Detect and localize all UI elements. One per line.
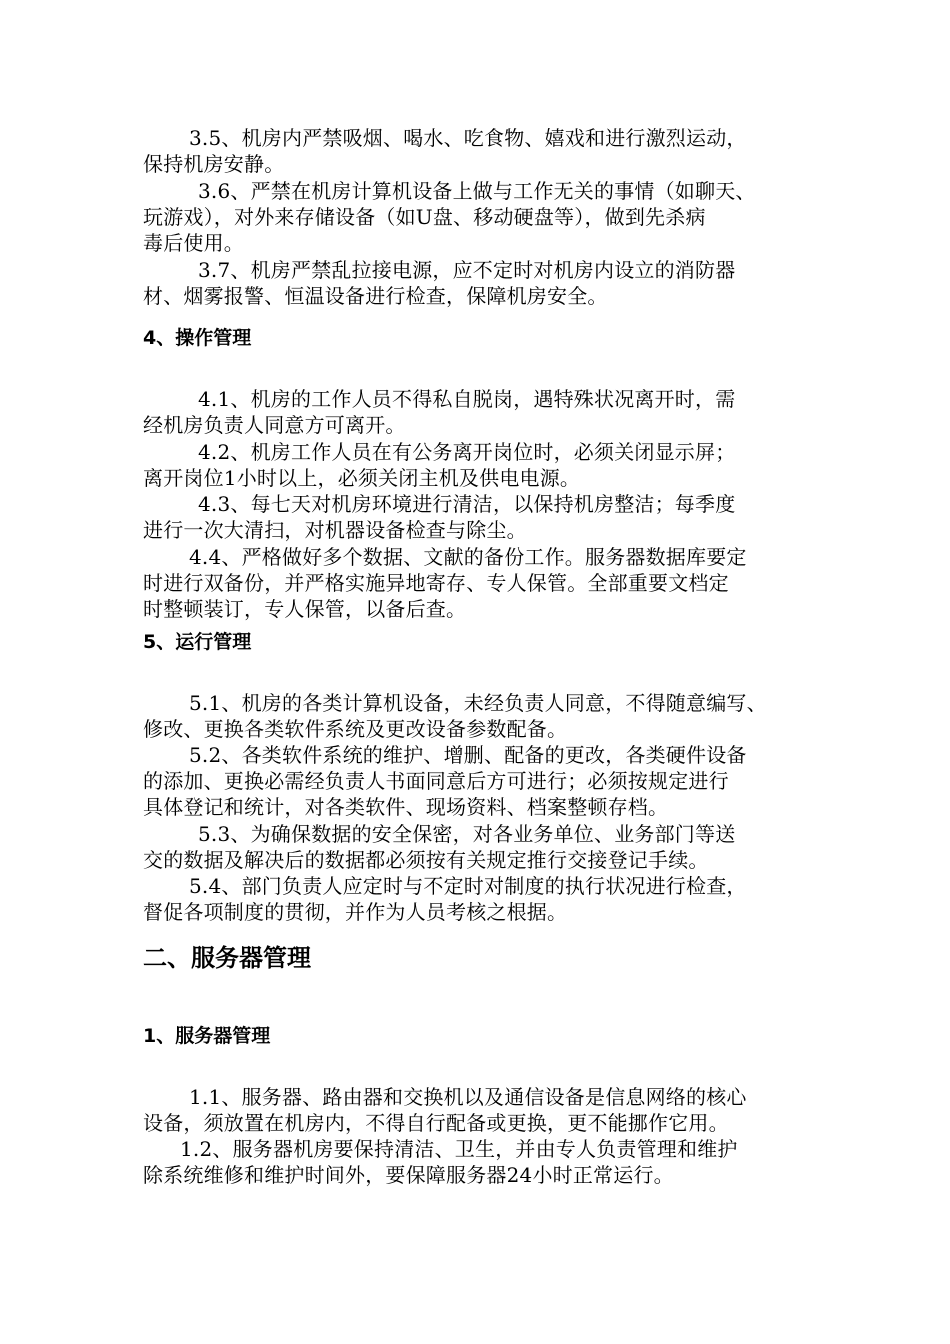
para-4-3-line-2: 进行一次大清扫，对机器设备检查与除尘。 — [143, 518, 527, 542]
para-3-5-line-2: 保持机房安静。 — [143, 152, 285, 176]
para-4-2-line-2: 离开岗位1小时以上，必须关闭主机及供电电源。 — [143, 466, 581, 490]
para-1-1-line-1: 1.1、服务器、路由器和交换机以及通信设备是信息网络的核心 — [189, 1085, 747, 1109]
para-5-3-line-1: 5.3、为确保数据的安全保密，对各业务单位、业务部门等送 — [198, 822, 736, 846]
para-4-4-line-1: 4.4、严格做好多个数据、文献的备份工作。服务器数据库要定 — [189, 545, 747, 569]
para-5-1-line-2: 修改、更换各类软件系统及更改设备参数配备。 — [143, 717, 568, 741]
para-5-3-line-2: 交的数据及解决后的数据都必须按有关规定推行交接登记手续。 — [143, 848, 709, 872]
para-3-7-line-2: 材、烟雾报警、恒温设备进行检查，保障机房安全。 — [143, 284, 608, 308]
section-4-heading: 4、操作管理 — [143, 327, 252, 349]
chapter-2-heading: 二、服务器管理 — [143, 944, 311, 972]
para-5-1-line-1: 5.1、机房的各类计算机设备，未经负责人同意，不得随意编写、 — [189, 691, 767, 715]
para-4-1-line-1: 4.1、机房的工作人员不得私自脱岗，遇特殊状况离开时，需 — [198, 387, 736, 411]
para-3-7-line-1: 3.7、机房严禁乱拉接电源，应不定时对机房内设立的消防器 — [198, 258, 736, 282]
para-1-2-line-2: 除系统维修和维护时间外，要保障服务器24小时正常运行。 — [143, 1163, 674, 1187]
para-5-4-line-1: 5.4、部门负责人应定时与不定时对制度的执行状况进行检查， — [189, 874, 747, 898]
section-5-heading: 5、运行管理 — [143, 631, 252, 653]
para-3-5-line-1: 3.5、机房内严禁吸烟、喝水、吃食物、嬉戏和进行激烈运动， — [189, 126, 747, 150]
para-4-2-line-1: 4.2、机房工作人员在有公务离开岗位时，必须关闭显示屏； — [198, 440, 736, 464]
para-4-4-line-3: 时整顿装订，专人保管，以备后查。 — [143, 597, 467, 621]
para-5-2-line-1: 5.2、各类软件系统的维护、增删、配备的更改，各类硬件设备 — [189, 743, 747, 767]
para-4-4-line-2: 时进行双备份，并严格实施异地寄存、专人保管。全部重要文档定 — [143, 571, 729, 595]
subsection-1-heading: 1、服务器管理 — [143, 1025, 271, 1047]
para-5-4-line-2: 督促各项制度的贯彻，并作为人员考核之根据。 — [143, 900, 568, 924]
para-4-1-line-2: 经机房负责人同意方可离开。 — [143, 413, 406, 437]
para-5-2-line-2: 的添加、更换必需经负责人书面同意后方可进行；必须按规定进行 — [143, 769, 729, 793]
para-3-6-line-2: 玩游戏），对外来存储设备（如U盘、移动硬盘等），做到先杀病 — [143, 205, 706, 229]
para-3-6-line-1: 3.6、严禁在机房计算机设备上做与工作无关的事情（如聊天、 — [198, 179, 756, 203]
para-1-1-line-2: 设备，须放置在机房内，不得自行配备或更换，更不能挪作它用。 — [143, 1111, 729, 1135]
para-4-3-line-1: 4.3、每七天对机房环境进行清洁，以保持机房整洁；每季度 — [198, 492, 736, 516]
para-5-2-line-3: 具体登记和统计，对各类软件、现场资料、档案整顿存档。 — [143, 795, 669, 819]
para-3-6-line-3: 毒后使用。 — [143, 231, 244, 255]
para-1-2-line-1: 1.2、服务器机房要保持清洁、卫生，并由专人负责管理和维护 — [180, 1137, 738, 1161]
